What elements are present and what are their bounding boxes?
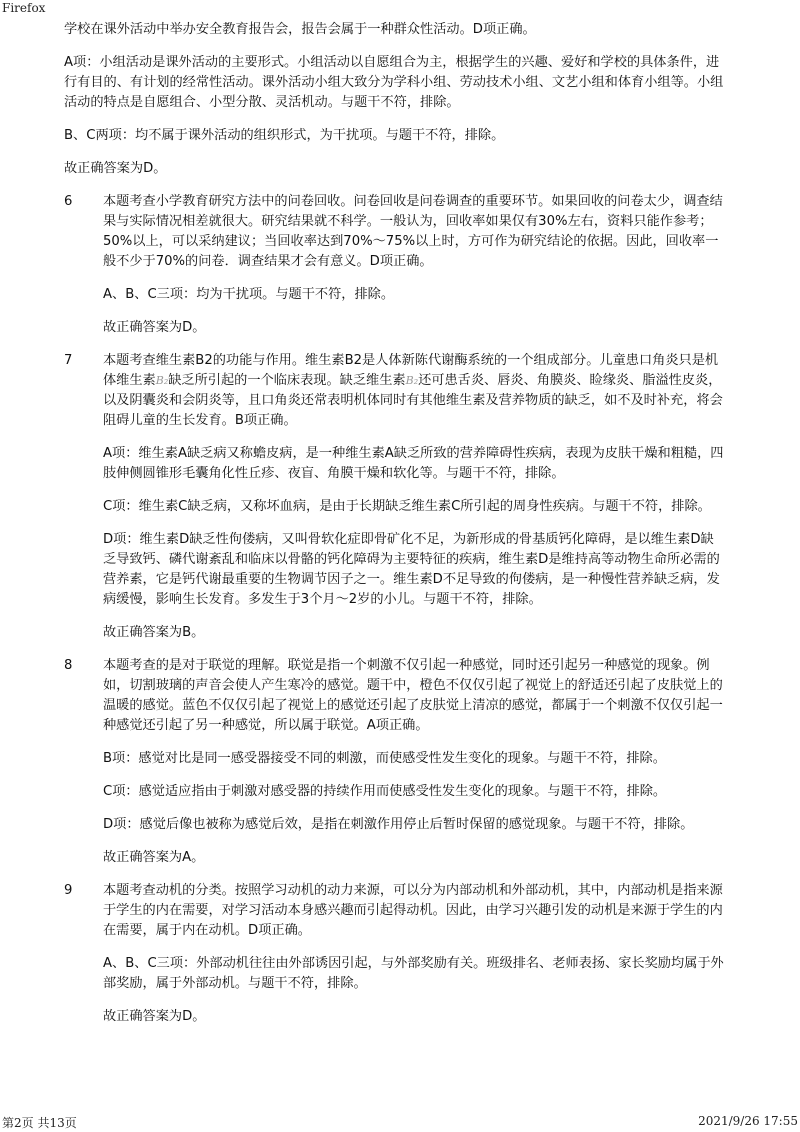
vitamin-b2-symbol: B₂ bbox=[405, 374, 419, 387]
answer-line: 故正确答案为B。 bbox=[103, 625, 205, 640]
question-number: 8 bbox=[64, 658, 73, 673]
text-run: 本题考查维生素B2的功能与作用。维生素B2是人体新陈代谢酶系统的一个组成部分。儿童患口角炎只是机体维生素 bbox=[103, 353, 719, 388]
explanation-paragraph: D项：维生素D缺乏性佝偻病，又叫骨软化症即骨矿化不足，为新形成的骨基质钙化障碍，是以维生素D缺乏导致钙、磷代谢紊乱和临床以骨骼的钙化障碍为主要特征的疾病，维生素D是维持高等动物生命所必需的营养素，它是钙代谢最重要的生物调节因子之一。维生素D不足导致的佝偻病，是一种慢性营养缺乏病，发病缓慢，影响生长发育。多发生于3个月～2岁的小儿。与题干不符，排除。 bbox=[103, 532, 720, 607]
browser-header: Firefox bbox=[2, 1, 46, 15]
question-number: 6 bbox=[64, 194, 73, 209]
explanation-paragraph: 本题考查小学教育研究方法中的问卷回收。问卷回收是问卷调查的重要环节。如果回收的问卷太少，调查结果与实际情况相差就很大。研究结果就不科学。一般认为，回收率如果仅有30%左右，资料只能作参考；50%以上，可以采纳建议；当回收率达到70%～75%以上时，方可作为研究结论的依据。因此，回收率一般不少于70%的问卷．调查结果才会有意义。D项正确。 bbox=[103, 194, 723, 269]
explanation-paragraph: 本题考查的是对于联觉的理解。联觉是指一个刺激不仅引起一种感觉，同时还引起另一种感觉的现象。例如，切割玻璃的声音会使人产生寒冷的感觉。题干中，橙色不仅仅引起了视觉上的舒适还引起了皮肤觉上的温暖的感觉。蓝色不仅仅引起了视觉上的感觉还引起了皮肤觉上清凉的感觉，都属于一个刺激不仅仅引起一种感觉还引起了另一种感觉，所以属于联觉。A项正确。 bbox=[103, 658, 723, 733]
explanation-paragraph: 本题考查动机的分类。按照学习动机的动力来源，可以分为内部动机和外部动机，其中，内部动机是指来源于学生的内在需要，对学习活动本身感兴趣而引起得动机。因此，由学习兴趣引发的动机是来源于学生的内在需要，属于内在动机。D项正确。 bbox=[103, 883, 723, 938]
answer-line: 故正确答案为D。 bbox=[103, 320, 206, 335]
question-number: 7 bbox=[64, 353, 73, 368]
explanation-paragraph: D项：感觉后像也被称为感觉后效，是指在刺激作用停止后暂时保留的感觉现象。与题干不符，排除。 bbox=[103, 817, 694, 832]
question-7 bbox=[64, 351, 724, 656]
intro-paragraph: A项：小组活动是课外活动的主要形式。小组活动以自愿组合为主，根据学生的兴趣、爱好和学校的具体条件，进行有目的、有计划的经常性活动。课外活动小组大致分为学科小组、劳动技术小组、文艺小组和体育小组等。小组活动的特点是自愿组合、小型分散、灵活机动。与题干不符，排除。 bbox=[64, 55, 724, 110]
document-body bbox=[64, 20, 724, 1040]
answer-line: 故正确答案为D。 bbox=[103, 1009, 206, 1024]
answer-line: 故正确答案为A。 bbox=[103, 850, 205, 865]
question-body bbox=[103, 192, 724, 351]
intro-answer: 故正确答案为D。 bbox=[64, 161, 167, 176]
explanation-paragraph: A、B、C三项：均为干扰项。与题干不符，排除。 bbox=[103, 287, 395, 302]
text-run: 缺乏所引起的一个临床表现。缺乏维生素 bbox=[168, 373, 406, 388]
intro-paragraph: 学校在课外活动中举办安全教育报告会，报告会属于一种群众性活动。D项正确。 bbox=[64, 22, 536, 37]
explanation-paragraph bbox=[103, 351, 724, 431]
text-run: 还可患舌炎、唇炎、角膜炎、睑缘炎、脂溢性皮炎，以及阴囊炎和会阴炎等，且口角炎还常表明机体同时有其他维生素及营养物质的缺乏，如不及时补充，将会阻碍儿童的生长发育。B项正确。 bbox=[103, 373, 723, 428]
question-body bbox=[103, 656, 724, 881]
explanation-paragraph: B项：感觉对比是同一感受器接受不同的刺激，而使感受性发生变化的现象。与题干不符，排除。 bbox=[103, 751, 666, 766]
question-8 bbox=[64, 656, 724, 881]
print-datetime: 2021/9/26 17:55 bbox=[698, 1114, 798, 1128]
page-counter: 第2页 共13页 bbox=[2, 1116, 77, 1130]
explanation-paragraph: A项：维生素A缺乏病又称蟾皮病，是一种维生素A缺乏所致的营养障碍性疾病，表现为皮肤干燥和粗糙，四肢伸侧圆锥形毛囊角化性丘疹、夜盲、角膜干燥和软化等。与题干不符，排除。 bbox=[103, 446, 724, 481]
intro-paragraph: B、C两项：均不属于课外活动的组织形式，为干扰项。与题干不符，排除。 bbox=[64, 128, 505, 143]
question-6 bbox=[64, 192, 724, 351]
explanation-paragraph: A、B、C三项：外部动机往往由外部诱因引起，与外部奖励有关。班级排名、老师表扬、家长奖励均属于外部奖励，属于外部动机。与题干不符，排除。 bbox=[103, 956, 724, 991]
question-9 bbox=[64, 881, 724, 1040]
question-body bbox=[103, 881, 724, 1040]
explanation-paragraph: C项：维生素C缺乏病，又称坏血病，是由于长期缺乏维生素C所引起的周身性疾病。与题干不符，排除。 bbox=[103, 499, 711, 514]
vitamin-b2-symbol: B₂ bbox=[155, 374, 169, 387]
question-number: 9 bbox=[64, 883, 73, 898]
explanation-paragraph: C项：感觉适应指由于刺激对感受器的持续作用而使感受性发生变化的现象。与题干不符，排除。 bbox=[103, 784, 667, 799]
question-body bbox=[103, 351, 724, 656]
